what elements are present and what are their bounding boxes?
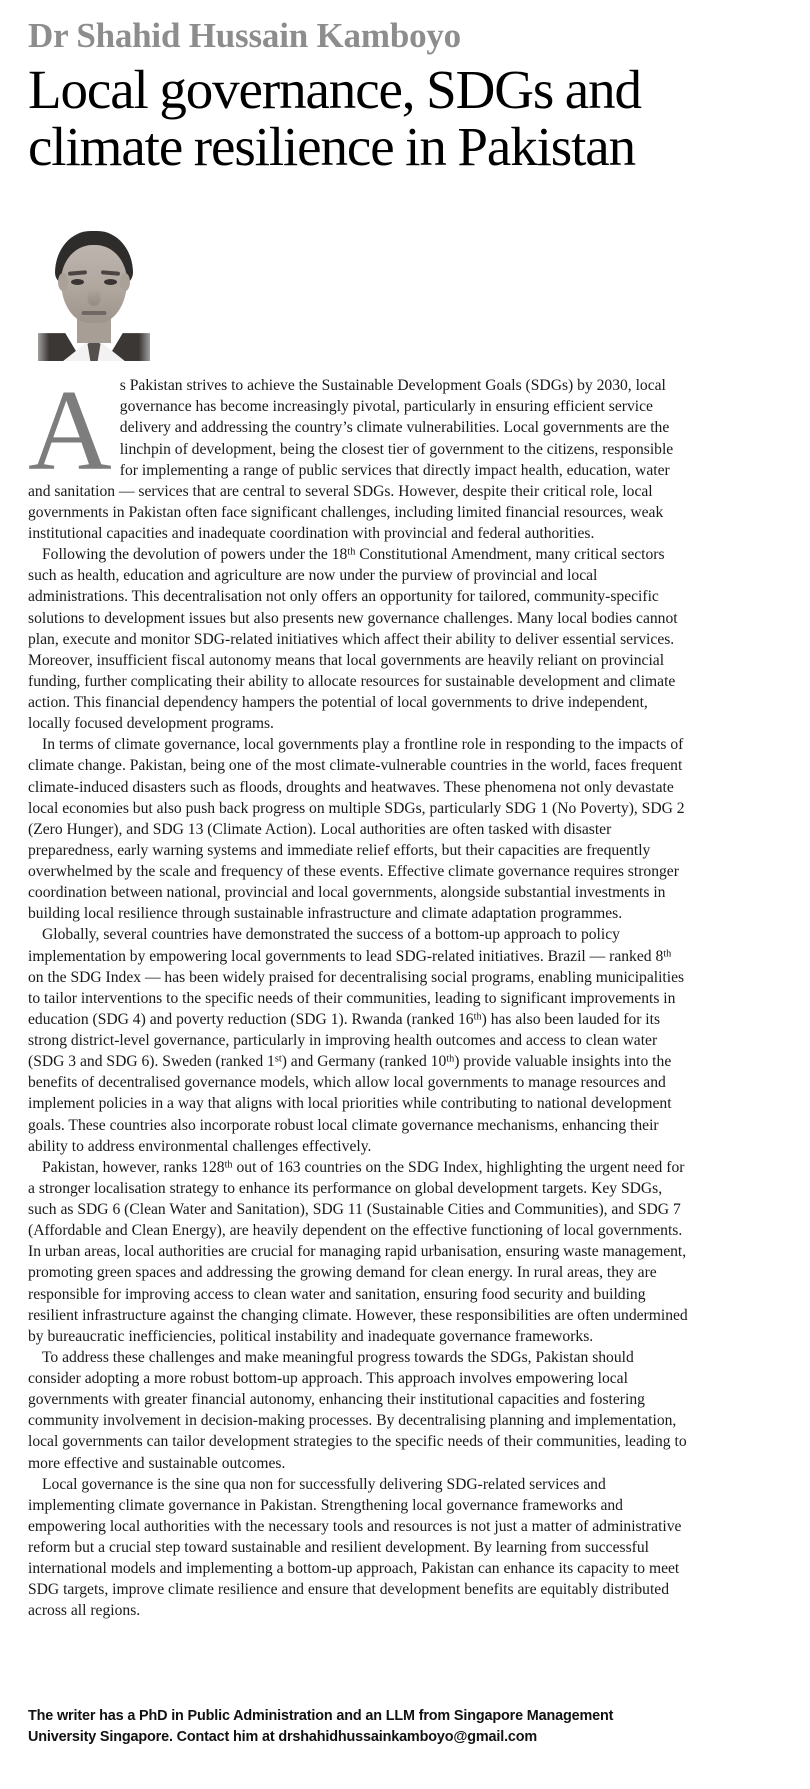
article-body	[28, 367, 688, 1621]
article-paragraph: Pakistan, however, ranks 128th out of 163 countries on the SDG Index, highlighting the urgent need for a stronger localisation strategy to enhance its performance on global development targets. Key SDGs, such as SDG 6 (Clean Water and Sanitation), SDG 11 (Sustainable Cities and Communities), and SDG 7 (Affordable and Clean Energy), are heavily dependent on the effective functioning of local governments. In urban areas, local authorities are crucial for managing rapid urbanisation, ensuring waste management, promoting green spaces and addressing the growing demand for clean energy. In rural areas, they are responsible for improving access to clean water and sanitation, ensuring food security and building resilient infrastructure against the changing climate. However, these responsibilities are often undermined by bureaucratic inefficiencies, political instability and inadequate governance frameworks.	[28, 1158, 688, 1345]
article-paragraph: Local governance is the sine qua non for successfully delivering SDG-related services and implementing climate governance in Pakistan. Strengthening local governance frameworks and empowering local authorities with the necessary tools and resources is not just a matter of administrative reform but a crucial step toward sustainable and resilient development. By learning from successful international models and implementing a bottom-up approach, Pakistan can enhance its capacity to meet SDG targets, improve climate resilience and ensure that development benefits are equitably distributed across all regions.	[28, 1475, 682, 1620]
portrait-image	[28, 205, 160, 361]
page-title	[28, 58, 782, 177]
ear-left	[58, 273, 68, 291]
mouth	[82, 311, 107, 315]
article-paragraph: Globally, several countries have demonstrated the success of a bottom-up approach to policy implementation by empowering local governments to lead SDG-related initiatives. Brazil — ranked 8th on the SDG Index — has been widely praised for decentralising social programs, enabling municipalities to tailor interventions to the specific needs of their communities, leading to significant improvements in education (SDG 4) and poverty reduction (SDG 1). Rwanda (ranked 16th) has also been lauded for its strong district-level governance, particularly in improving health outcomes and access to clean water (SDG 3 and SDG 6). Sweden (ranked 1st) and Germany (ranked 10th) provide valuable insights into the benefits of decentralised governance models, which allow local governments to manage resources and implement policies in a way that aligns with local priorities while contributing to national development goals. These countries also incorporate robust local climate governance mechanisms, enhancing their ability to address environmental challenges effectively.	[28, 926, 685, 1155]
ear-right	[120, 273, 130, 291]
drop-cap: A	[28, 367, 112, 496]
headline-line-2: climate resilience in Pakistan	[28, 115, 635, 177]
nose	[88, 289, 101, 306]
ordinal-suffix: th	[663, 948, 672, 960]
article-paragraph: In terms of climate governance, local governments play a frontline role in responding to the impacts of climate change. Pakistan, being one of the most climate-vulnerable countries in the world, faces frequent climate-induced disasters such as floods, droughts and heatwaves. These phenomena not only devastate local economies but also push back progress on multiple SDGs, particularly SDG 1 (No Poverty), SDG 2 (Zero Hunger), and SDG 13 (Climate Action). Local authorities are often tasked with disaster preparedness, early warning systems and immediate relief efforts, but their capacities are frequently overwhelmed by the scale and frequency of these events. Effective climate governance requires stronger coordination between national, provincial and local governments, alongside substantial investments in building local resilience through sustainable infrastructure and climate adaptation programmes.	[28, 736, 685, 923]
headline-line-1: Local governance, SDGs and	[28, 58, 641, 120]
footer-line-1: The writer has a PhD in Public Administration and an LLM from Singapore Management	[28, 1707, 614, 1724]
article-paragraph: Following the devolution of powers under the 18th Constitutional Amendment, many critical sectors such as health, education and agriculture are now under the purview of provincial and local administrations. This decentralisation not only offers an opportunity for tailored, community-specific solutions to development issues but also presents new governance challenges. Many local bodies cannot plan, execute and monitor SDG-related initiatives which affect their ability to deliver essential services. Moreover, insufficient fiscal autonomy means that local governments are heavily reliant on provincial funding, further complicating their ability to allocate resources for sustainable development and climate action. This financial dependency hampers the potential of local governments to drive independent, locally focused development programs.	[28, 546, 678, 733]
article-paragraph: To address these challenges and make meaningful progress towards the SDGs, Pakistan should consider adopting a more robust bottom-up approach. This approach involves empowering local governments with greater financial autonomy, enhancing their institutional capacities and fostering community involvement in decision-making processes. By decentralising planning and implementation, local governments can tailor development strategies to the specific needs of their communities, leading to more effective and sustainable outcomes.	[28, 1348, 687, 1472]
ordinal-suffix: th	[224, 1159, 233, 1171]
ordinal-suffix: st	[274, 1053, 282, 1065]
author-byline: Dr Shahid Hussain Kamboyo	[28, 16, 461, 55]
author-portrait	[28, 205, 160, 361]
ordinal-suffix: th	[446, 1053, 455, 1065]
article-paragraph: As Pakistan strives to achieve the Sustainable Development Goals (SDGs) by 2030, local governance has become increasingly pivotal, particularly in ensuring efficient service delivery and addressing the country’s climate vulnerabilities. Local governments are the linchpin of development, being the closest tier of government to the citizens, responsible for implementing a range of public services that directly impact health, education, water and sanitation — services that are central to several SDGs. However, despite their critical role, local governments in Pakistan often face significant challenges, including limited financial resources, weak institutional capacities and inadequate coordination with provincial and federal authorities.	[28, 367, 674, 542]
ordinal-suffix: th	[473, 1011, 482, 1023]
ordinal-suffix: th	[347, 546, 356, 558]
author-bio-footer	[28, 1706, 668, 1749]
footer-line-2: University Singapore. Contact him at drshahidhussainkamboyo@gmail.com	[28, 1729, 538, 1746]
